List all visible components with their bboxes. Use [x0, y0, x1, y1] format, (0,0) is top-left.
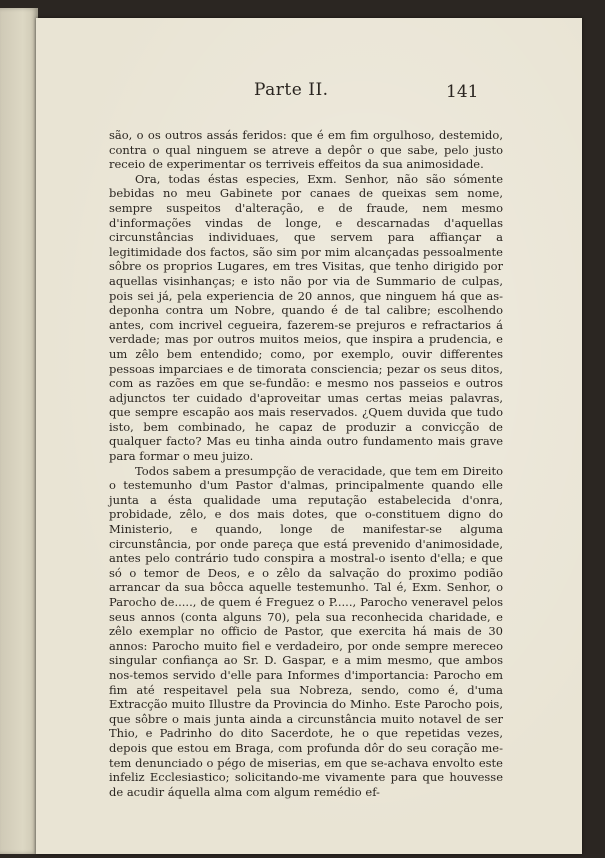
paragraph: Ora, todas éstas especies, Exm. Senhor, não são sómente bebidas no meu Gabinete por canaes de queixas sem nome, sempre suspeitos d'alteração, e de fraude, nem mesmo d'informações vindas de longe, e descarnadas d'aquellas circunstâncias individuaes, que servem para affiançar a legitimidade dos factos, são sim por mim alcançadas pessoalmente sôbre os proprios Lugares, em tres Visitas, que tenho dirigido por aquellas visinhanças; e isto não por via de Summario de culpas, pois sei já, pela experiencia de 20 annos, que ninguem há que as-deponha contra um Nobre, quando é de tal calibre; escolhendo antes, com incrivel cegueira, fazerem-se prejuros e refractarios á verdade; mas por outros muitos meios, que inspira a prudencia, e um zêlo bem entendido; como, por exemplo, ouvir differentes pessoas imparciaes e de timorata consciencia; pezar os seus ditos, com as razões em que se-fundão: e mesmo nos passeios e outros adjunctos ter cuidado d'aproveitar umas certas meias palavras, que sempre escapão aos mais reservados. ¿Quem duvida que tudo isto, bem combinado, he capaz de produzir a convicção de qualquer facto? Mas eu tinha ainda outro fundamento mais grave para formar o meu juizo.: [109, 171, 503, 464]
facing-page-edge: [0, 8, 38, 854]
paragraph: Todos sabem a presumpção de veracidade, que tem em Direito o testemunho d'um Pastor d'almas, principalmente quando elle junta a ésta qualidade uma reputação estabelecida d'onra, probidade, zêlo, e dos mais dotes, que o-constituem digno do Ministerio, e quando, longe de manifestar-se alguma circunstância, por onde pareça que está prevenido d'animosidade, antes pelo contrário tudo conspira a mostral-o isento d'ella; e que só o temor de Deos, e o zêlo da salvação do proximo podião arrancar da sua bôcca aquelle testemunho. Tal é, Exm. Senhor, o Parocho de....., de quem é Freguez o P....., Parocho veneravel pelos seus annos (conta alguns 70), pela sua reconhecida charidade, e zêlo exemplar no officio de Pastor, que exercita há mais de 30 annos: Parocho muito fiel e verdadeiro, por onde sempre mereceo singular confiança ao Sr. D. Gaspar, e a mim mesmo, que ambos nos-temos servido d'elle para Informes d'importancia: Parocho em fim até respeitavel pela sua Nobreza, sendo, como é, d'uma Extracção muito Illustre da Provincia do Minho. Este Parocho pois, que sôbre o mais junta ainda a circunstância muito notavel de ser Thio, e Padrinho do dito Sacerdote, he o que repetidas vezes, depois que estou em Braga, com profunda dôr do seu coração me-tem denunciado o pégo de miserias, em que se-achava envolto este infeliz Ecclesiastico; solicitando-me vivamente para que houvesse de acudir áquella alma com algum remédio ef-: [109, 463, 503, 799]
page-number: 141: [446, 82, 479, 102]
running-head: Parte II.: [254, 80, 329, 100]
page-header: [36, 80, 582, 110]
book-page: [36, 18, 582, 854]
paragraph-continuation: são, o os outros assás feridos: que é em fim orgulhoso, destemido, contra o qual ninguem se atreve a depôr o que sabe, pelo justo receio de experimentar os terriveis effeitos da sua animosidade.: [109, 128, 503, 172]
body-text: [109, 128, 503, 799]
